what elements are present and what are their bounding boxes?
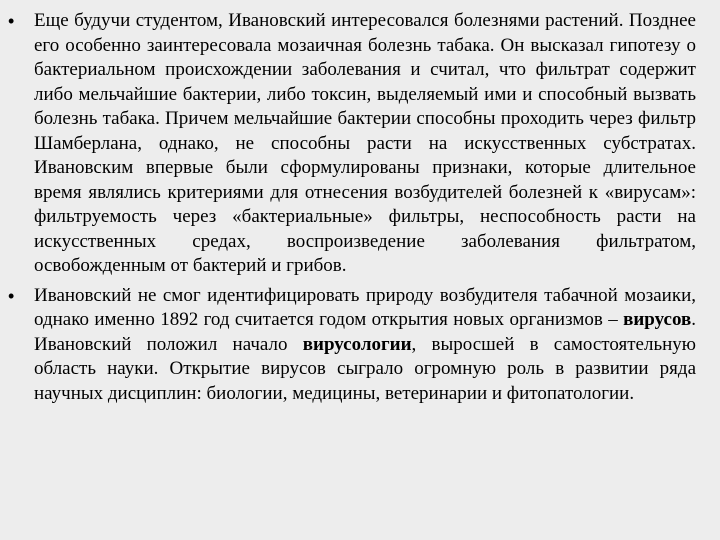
- bullet-item-2: [8, 284, 696, 407]
- bullet-text: Еще будучи студентом, Ивановский интересовался болезнями растений. Позднее его особенно заинтересовала мозаичная болезнь табака. Он высказал гипотезу о бактериальном происхождении заболевания и считал, что фильтрат содержит либо мельчайшие бактерии, либо токсин, выделяемый ими и способный вызвать болезнь табака. Причем мельчайшие бактерии способны проходить через фильтр Шамберлана, однако, не способны расти на искусственных субстратах. Ивановским впервые были сформулированы признаки, которые длительное время являлись критериями для отнесения возбудителей болезней к «вирусам»: фильтруемость через «бактериальные» фильтры, неспособность расти на искусственных средах, воспроизведение заболевания фильтратом, освобожденным от бактерий и грибов.: [34, 10, 696, 276]
- bullet-icon: •: [8, 285, 15, 306]
- bullet-item-1: [8, 9, 696, 279]
- bullet-text-part-3: , выросшей в самостоятельную область науки. Открытие вирусов сыграло огромную роль в развитии ряда научных дисциплин: биологии, медицины, ветеринарии и фитопатологии.: [34, 333, 696, 404]
- bullet-text-part-2: . Ивановский положил начало: [34, 309, 696, 355]
- bold-term-viruses: вирусов: [623, 309, 692, 330]
- bold-term-virology: вирусологии: [302, 333, 412, 355]
- bullet-text-part-1: Ивановский не смог идентифицировать природу возбудителя табачной мозаики, однако именно 1892 год считается годом открытия новых организмов –: [34, 284, 696, 330]
- bullet-list: [8, 9, 696, 411]
- bullet-icon: •: [8, 11, 15, 31]
